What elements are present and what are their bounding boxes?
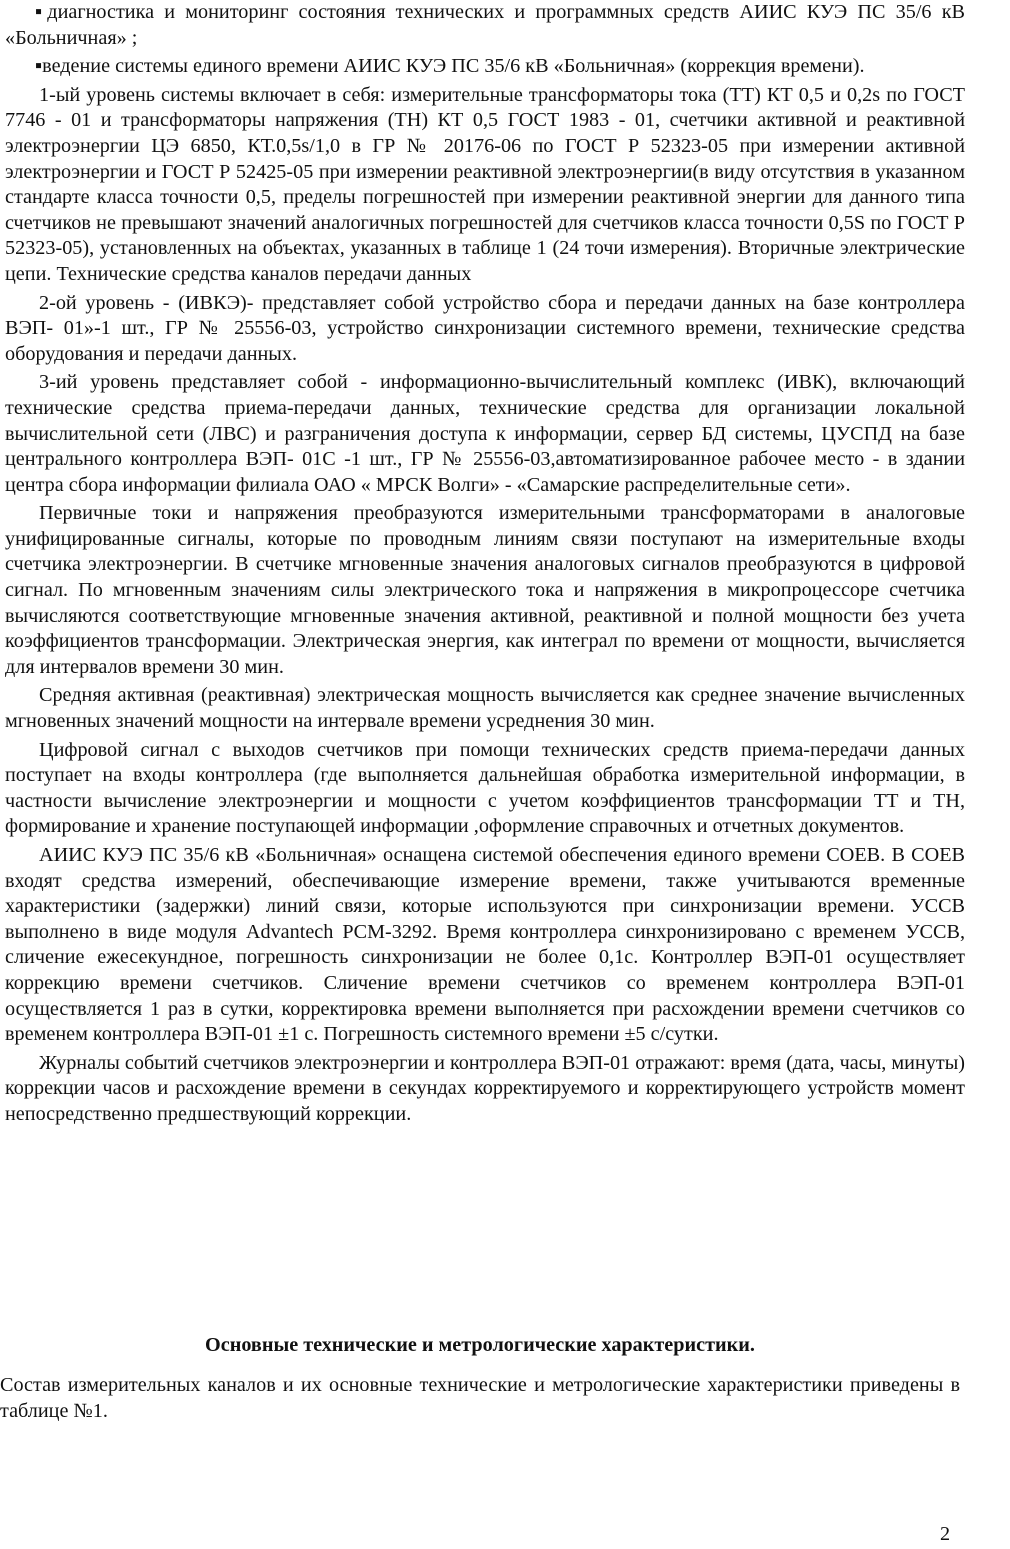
paragraph-level-1: 1-ый уровень системы включает в себя: измерительные трансформаторы тока (ТТ) КТ 0,5 и 0,2s по ГОСТ 7746 - 01 и трансформаторы напряжения (ТН) КТ 0,5 ГОСТ 1983 - 01, счетчики активной и реактивной электроэнергии ЦЭ 6850, КТ.0,5s/1,0 в ГР № 20176-06 по ГОСТ Р 52323-05 при измерении активной электроэнергии и ГОСТ Р 52425-05 при измерении реактивной электроэнергии(в виду отсутствия в указанном стандарте класса точности 0,5, пределы погрешностей при измерении реактивной энергии для данного типа счетчиков не превышают значений аналогичных погрешностей для счетчиков класса точности 0,5S по ГОСТ Р 52323-05), установленных на объектах, указанных в таблице 1 (24 точи измерения). Вторичные электрические цепи. Технические средства каналов передачи данных <box>5 83 965 285</box>
bullet-diagnostics: ▪диагностика и мониторинг состояния технических и программных средств АИИС КУЭ ПС 35/6 кВ «Больничная» ; <box>5 1 965 49</box>
page-number: 2 <box>940 1523 951 1545</box>
document-page <box>5 0 965 1128</box>
paragraph-time-system: АИИС КУЭ ПС 35/6 кВ «Больничная» оснащена системой обеспечения единого времени СОЕВ. В СОЕВ входят средства измерений, обеспечивающие измерение времени, также учитываются временные характеристики (задержки) линий связи, которые используются при синхронизации времени. УССВ выполнено в виде модуля Advantech PCM-3292. Время контроллера синхронизировано с временем УССВ, сличение ежесекундное, погрешность синхронизации не более 0,1с. Контроллер ВЭП-01 осуществляет коррекцию времени счетчиков. Сличение времени счетчиков со временем контроллера ВЭП-01 осуществляется 1 раз в сутки, корректировка времени выполняется при расхождении времени счетчиков со временем контроллера ВЭП-01 ±1 с. Погрешность системного времени ±5 с/сутки. <box>5 844 965 1046</box>
paragraph-digital-signal: Цифровой сигнал с выходов счетчиков при помощи технических средств приема-передачи данных поступает на входы контроллера (где выполняется дальнейшая обработка измерительной информации, в частности вычисление электроэнергии и мощности с учетом коэффициентов трансформации ТТ и ТН, формирование и хранение поступающей информации ,оформление справочных и отчетных документов. <box>5 738 965 838</box>
paragraph-signal-conversion: Первичные токи и напряжения преобразуются измерительными трансформаторами в аналоговые унифицированные сигналы, которые по проводным линиям связи поступают на измерительные входы счетчика электроэнергии. В счетчике мгновенные значения аналоговых сигналов преобразуются в цифровой сигнал. По мгновенным значениям силы электрического тока и напряжения в микропроцессоре счетчика вычисляются соответствующие мгновенные значения активной, реактивной и полной мощности без учета коэффициентов трансформации. Электрическая энергия, как интеграл по времени от мощности, вычисляется для интервалов времени 30 мин. <box>5 502 965 678</box>
paragraph-level-2: 2-ой уровень - (ИВКЭ)- представляет собой устройство сбора и передачи данных на базе контроллера ВЭП- 01»-1 шт., ГР № 25556-03, устройство синхронизации системного времени, технические средства оборудования и передачи данных. <box>5 291 965 365</box>
bullet-time-system: ▪ведение системы единого времени АИИС КУЭ ПС 35/6 кВ «Больничная» (коррекция времени). <box>35 55 865 78</box>
section-title: Основные технические и метрологические характеристики. <box>205 1334 755 1356</box>
paragraph-event-logs: Журналы событий счетчиков электроэнергии и контроллера ВЭП-01 отражают: время (дата, часы, минуты) коррекции часов и расхождение времени в секундах корректируемого и корректирующего устройств момент непосредственно предшествующий коррекции. <box>5 1051 965 1125</box>
paragraph-level-3: 3-ий уровень представляет собой - информационно-вычислительный комплекс (ИВК), включающий технические средства приема-передачи данных, технические средства для организации локальной вычислительной сети (ЛВС) и разграничения доступа к информации, сервер БД системы, ЦУСПД на базе центрального контроллера ВЭП- 01С -1 шт., ГР № 25556-03,автоматизированное рабочее место - в здании центра сбора информации филиала ОАО « МРСК Волги» - «Самарские распределительные сети». <box>5 371 965 496</box>
closing-paragraph: Состав измерительных каналов и их основные технические и метрологические характеристики приведены в таблице №1. <box>0 1374 960 1422</box>
paragraph-average-power: Средняя активная (реактивная) электрическая мощность вычисляется как среднее значение вычисленных мгновенных значений мощности на интервале времени усреднения 30 мин. <box>5 684 965 733</box>
